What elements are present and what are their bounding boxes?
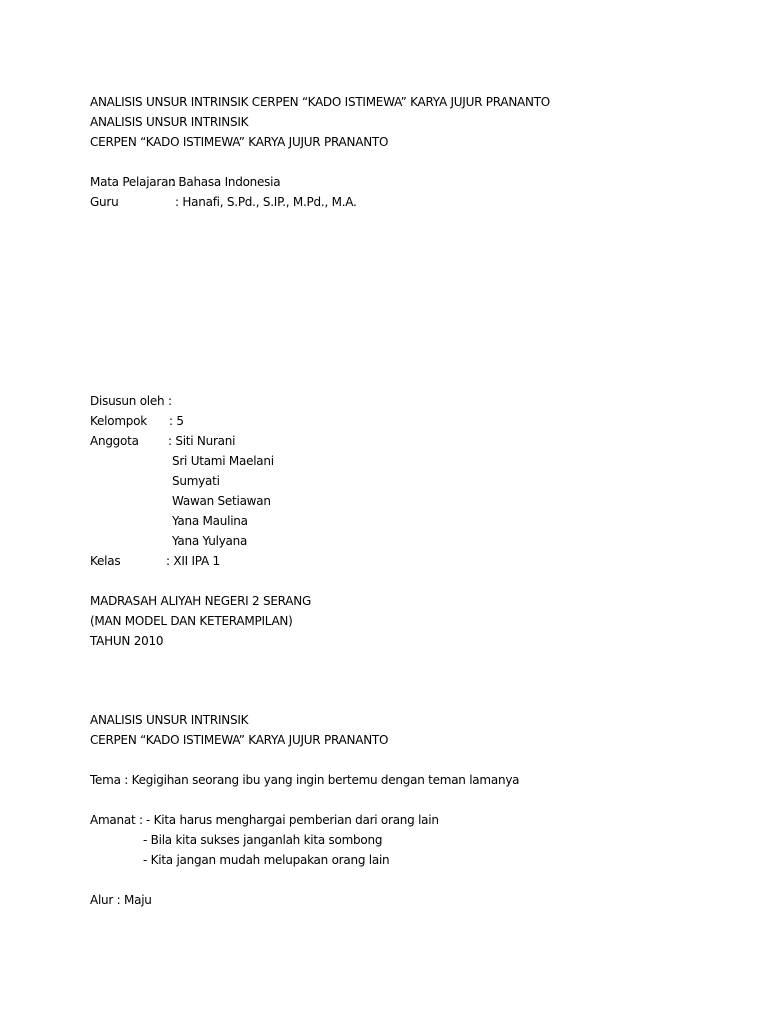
subject-label: Mata Pelajaran — [90, 175, 176, 189]
document-title: ANALISIS UNSUR INTRINSIK CERPEN “KADO ISTIMEWA” KARYA JUJUR PRANANTO — [90, 95, 550, 109]
subject-row — [90, 172, 281, 192]
group-label: Kelompok — [90, 414, 147, 428]
teacher-value: : Hanafi, S.Pd., S.IP., M.Pd., M.A. — [175, 195, 357, 209]
theme-line: Tema : Kegigihan seorang ibu yang ingin bertemu dengan teman lamanya — [90, 773, 520, 787]
member-item: Sri Utami Maelani — [172, 454, 274, 468]
school-name: MADRASAH ALIYAH NEGERI 2 SERANG — [90, 594, 311, 608]
member-item: Sumyati — [172, 474, 220, 488]
member-item: Yana Yulyana — [172, 534, 248, 548]
group-value: : 5 — [169, 414, 184, 428]
teacher-row — [90, 192, 357, 212]
member-first: : Siti Nurani — [168, 434, 236, 448]
analysis-heading: ANALISIS UNSUR INTRINSIK — [90, 713, 249, 727]
class-value: : XII IPA 1 — [166, 554, 220, 568]
analysis-subheading: CERPEN “KADO ISTIMEWA” KARYA JUJUR PRANANTO — [90, 733, 389, 747]
plot-line: Alur : Maju — [90, 893, 152, 907]
members-label: Anggota — [90, 434, 139, 448]
authors-heading: Disusun oleh : — [90, 394, 172, 408]
message-item: - Kita harus menghargai pemberian dari orang lain — [146, 813, 439, 827]
message-item: - Bila kita sukses janganlah kita sombong — [143, 833, 383, 847]
message-row — [90, 810, 439, 830]
class-label: Kelas — [90, 554, 121, 568]
class-row — [90, 551, 220, 571]
members-row — [90, 431, 236, 451]
subject-value: : Bahasa Indonesia — [171, 175, 281, 189]
member-item: Wawan Setiawan — [172, 494, 271, 508]
teacher-label: Guru — [90, 195, 119, 209]
title-line-2: ANALISIS UNSUR INTRINSIK — [90, 115, 249, 129]
school-subtitle: (MAN MODEL DAN KETERAMPILAN) — [90, 614, 293, 628]
group-row — [90, 411, 184, 431]
message-item: - Kita jangan mudah melupakan orang lain — [143, 853, 390, 867]
school-year: TAHUN 2010 — [90, 634, 164, 648]
title-line-3: CERPEN “KADO ISTIMEWA” KARYA JUJUR PRANANTO — [90, 135, 389, 149]
message-label: Amanat : — [90, 813, 143, 827]
member-item: Yana Maulina — [172, 514, 248, 528]
